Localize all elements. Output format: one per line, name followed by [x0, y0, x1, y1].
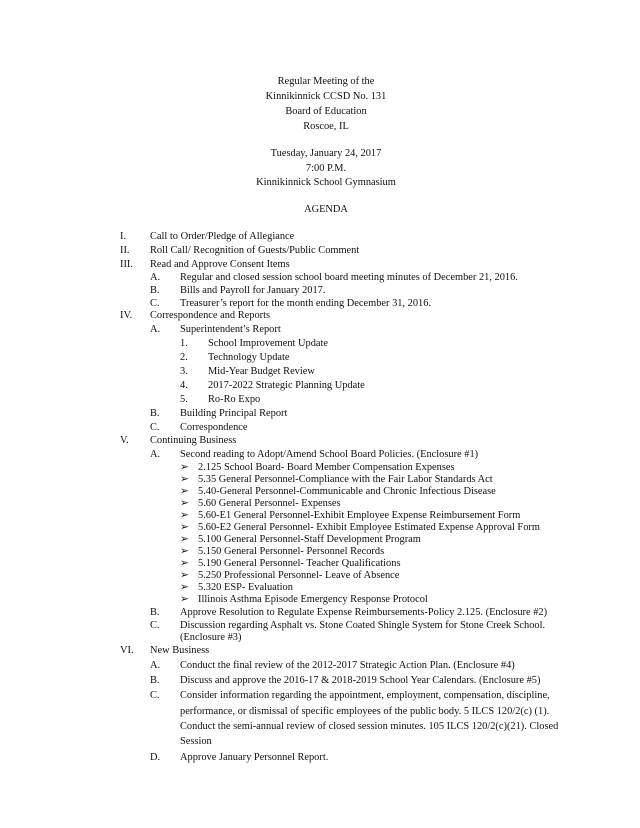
policy-item: 5.60-E2 General Personnel- Exhibit Employee Estimated Expense Approval Form [198, 522, 540, 533]
item-letter: B. [150, 675, 160, 686]
bullet-icon: ➢ [180, 486, 189, 497]
meeting-time: 7:00 P.M. [305, 163, 347, 174]
section-title: New Business [150, 645, 210, 656]
header-line-district: Kinnikinnick CCSD No. 131 [265, 91, 387, 102]
bullet-icon: ➢ [180, 546, 189, 557]
policy-item: 5.60 General Personnel- Expenses [198, 498, 341, 509]
section-number: II. [120, 245, 130, 256]
section-title: Correspondence and Reports [150, 310, 271, 321]
subitem-number: 3. [180, 366, 188, 377]
subitem-number: 4. [180, 380, 188, 391]
agenda-title: AGENDA [304, 204, 348, 215]
bullet-icon: ➢ [180, 474, 189, 485]
item-letter: C. [150, 690, 160, 701]
policy-item: 5.100 General Personnel-Staff Development Program [198, 534, 421, 545]
item-letter: C. [150, 298, 160, 309]
subitem-text: Technology Update [208, 352, 290, 363]
item-text: Bills and Payroll for January 2017. [180, 285, 326, 296]
item-text: Second reading to Adopt/Amend School Board Policies. (Enclosure #1) [180, 449, 479, 460]
policy-item: 5.190 General Personnel- Teacher Qualifications [198, 558, 401, 569]
item-text: Treasurer’s report for the month ending December 31, 2016. [180, 298, 432, 309]
bullet-icon: ➢ [180, 498, 189, 509]
item-text: Approve January Personnel Report. [180, 752, 329, 763]
item-letter: B. [150, 408, 160, 419]
item-text: Approve Resolution to Regulate Expense Reimbursements-Policy 2.125. (Enclosure #2) [180, 607, 548, 618]
item-text: Discuss and approve the 2016-17 & 2018-2019 School Year Calendars. (Enclosure #5) [180, 675, 541, 686]
bullet-icon: ➢ [180, 558, 189, 569]
item-text: Consider information regarding the appointment, employment, compensation, discipline, [180, 690, 550, 701]
item-text: Superintendent’s Report [180, 324, 281, 335]
item-text: Discussion regarding Asphalt vs. Stone Coated Shingle System for Stone Creek School. [180, 620, 546, 631]
bullet-icon: ➢ [180, 594, 189, 605]
bullet-icon: ➢ [180, 534, 189, 545]
subitem-text: School Improvement Update [208, 338, 329, 349]
item-letter: A. [150, 449, 161, 460]
item-text-continued: Session [180, 736, 212, 747]
policy-item: 5.150 General Personnel- Personnel Records [198, 546, 385, 557]
item-letter: B. [150, 607, 160, 618]
subitem-number: 1. [180, 338, 188, 349]
section-title: Call to Order/Pledge of Allegiance [150, 231, 295, 242]
item-letter: D. [150, 752, 161, 763]
section-title: Continuing Business [150, 435, 237, 446]
section-title: Roll Call/ Recognition of Guests/Public Comment [150, 245, 360, 256]
subitem-number: 2. [180, 352, 188, 363]
item-letter: B. [150, 285, 160, 296]
meeting-date: Tuesday, January 24, 2017 [270, 148, 382, 159]
header-line-board: Board of Education [285, 106, 367, 117]
section-number: V. [120, 435, 129, 446]
bullet-icon: ➢ [180, 462, 189, 473]
policy-item: 5.60-E1 General Personnel-Exhibit Employee Expense Reimbursement Form [198, 510, 521, 521]
bullet-icon: ➢ [180, 510, 189, 521]
bullet-icon: ➢ [180, 522, 189, 533]
policy-item: 5.250 Professional Personnel- Leave of Absence [198, 570, 400, 581]
item-text-continued: performance, or dismissal of specific employees of the public body. 5 ILCS 120/2(c) (1). [180, 706, 550, 717]
item-letter: A. [150, 324, 161, 335]
section-number: VI. [120, 645, 134, 656]
item-letter: C. [150, 422, 160, 433]
item-text: Building Principal Report [180, 408, 288, 419]
section-number: III. [120, 259, 133, 270]
policy-item: Illinois Asthma Episode Emergency Response Protocol [198, 594, 428, 605]
item-text-continued: Conduct the semi-annual review of closed session minutes. 105 ILCS 120/2(c)(21). Closed [180, 721, 559, 732]
policy-item: 2.125 School Board- Board Member Compensation Expenses [198, 462, 455, 473]
header-line-city: Roscoe, IL [303, 121, 349, 132]
subitem-text: 2017-2022 Strategic Planning Update [208, 380, 365, 391]
bullet-icon: ➢ [180, 582, 189, 593]
policy-item: 5.40-General Personnel-Communicable and Chronic Infectious Disease [198, 486, 496, 497]
item-text-continued: (Enclosure #3) [180, 632, 242, 643]
policy-item: 5.35 General Personnel-Compliance with the Fair Labor Standards Act [198, 474, 493, 485]
section-title: Read and Approve Consent Items [150, 259, 290, 270]
item-letter: C. [150, 620, 160, 631]
section-number: IV. [120, 310, 133, 321]
item-text: Conduct the final review of the 2012-2017 Strategic Action Plan. (Enclosure #4) [180, 660, 515, 671]
bullet-icon: ➢ [180, 570, 189, 581]
item-letter: A. [150, 272, 161, 283]
meeting-location: Kinnikinnick School Gymnasium [256, 177, 396, 188]
subitem-text: Ro-Ro Expo [208, 394, 261, 405]
item-letter: A. [150, 660, 161, 671]
section-number: I. [120, 231, 127, 242]
item-text: Regular and closed session school board meeting minutes of December 21, 2016. [180, 272, 518, 283]
header-line-meeting: Regular Meeting of the [277, 76, 375, 87]
item-text: Correspondence [180, 422, 248, 433]
subitem-text: Mid-Year Budget Review [208, 366, 315, 377]
subitem-number: 5. [180, 394, 188, 405]
policy-item: 5.320 ESP- Evaluation [198, 582, 293, 593]
